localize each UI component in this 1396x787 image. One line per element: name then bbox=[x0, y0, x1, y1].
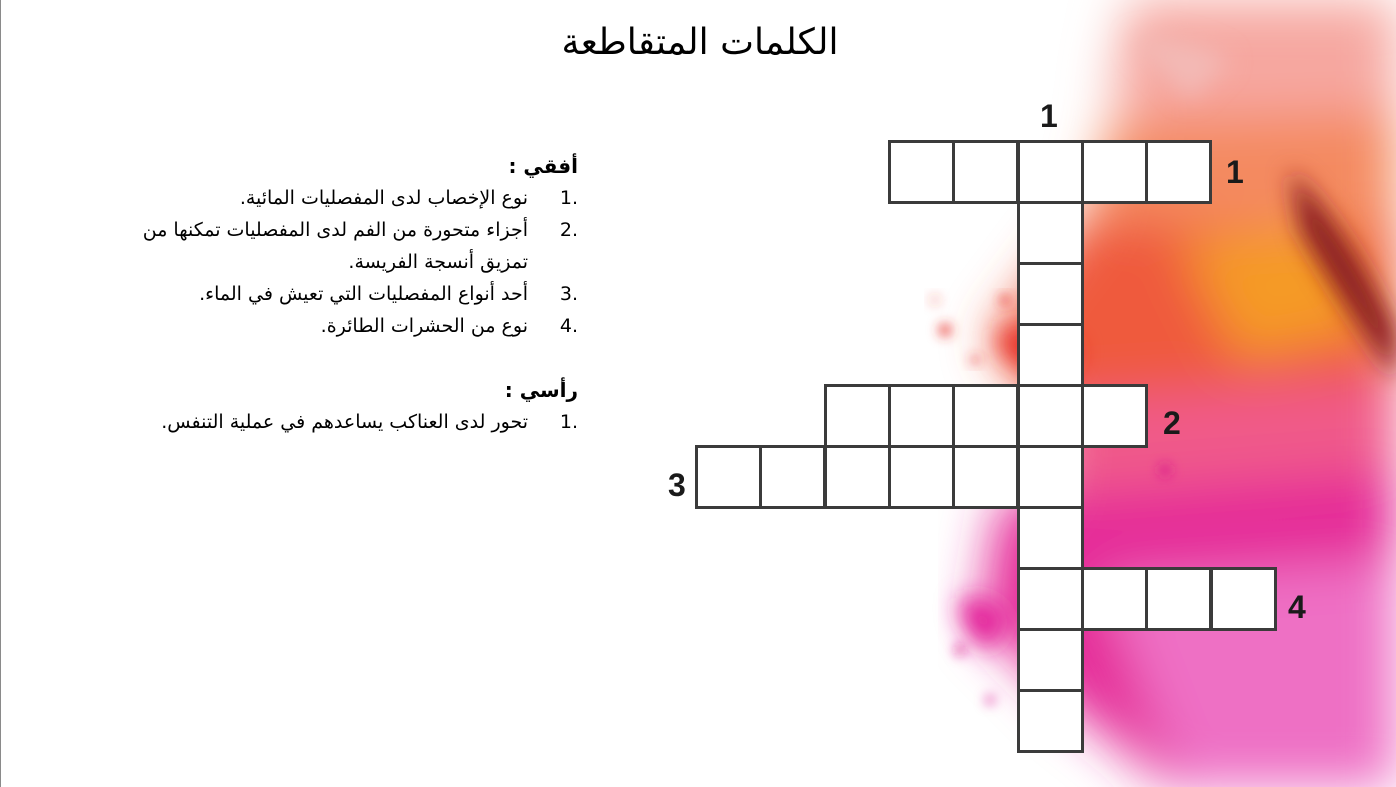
crossword-cell-r9-c6[interactable] bbox=[1017, 628, 1084, 692]
crossword-cell-r6-c3[interactable] bbox=[824, 445, 891, 509]
grid-number-across-4: 4 bbox=[1288, 589, 1306, 625]
across-heading: أفقي : bbox=[508, 154, 578, 178]
crossword-cell-r8-c8[interactable] bbox=[1145, 567, 1212, 631]
crossword-cell-r6-c6[interactable] bbox=[1017, 445, 1084, 509]
crossword-cell-r8-c7[interactable] bbox=[1081, 567, 1148, 631]
across-clue-list bbox=[98, 182, 578, 342]
crossword-cell-r5-c7[interactable] bbox=[1081, 384, 1148, 448]
crossword-cell-r1-c5[interactable] bbox=[952, 140, 1019, 204]
crossword-cell-r8-c6[interactable] bbox=[1017, 567, 1084, 631]
down-heading: رأسي : bbox=[504, 378, 578, 402]
crossword-cell-r4-c6[interactable] bbox=[1017, 323, 1084, 387]
down-clue-list bbox=[98, 406, 578, 438]
crossword-cell-r10-c6[interactable] bbox=[1017, 689, 1084, 753]
clue-number: 4. bbox=[559, 315, 578, 337]
crossword-cell-r1-c7[interactable] bbox=[1081, 140, 1148, 204]
clue-number: 1. bbox=[559, 187, 578, 209]
crossword-cell-r6-c2[interactable] bbox=[759, 445, 826, 509]
clue-text: نوع من الحشرات الطائرة. bbox=[320, 315, 528, 337]
clues-panel bbox=[98, 150, 578, 438]
crossword-cell-r2-c6[interactable] bbox=[1017, 201, 1084, 265]
crossword-cell-r6-c4[interactable] bbox=[888, 445, 955, 509]
crossword-cell-r5-c5[interactable] bbox=[952, 384, 1019, 448]
crossword-cell-r6-c5[interactable] bbox=[952, 445, 1019, 509]
crossword-cell-r8-c9[interactable] bbox=[1210, 567, 1277, 631]
crossword-cell-r3-c6[interactable] bbox=[1017, 262, 1084, 326]
grid-number-down-1: 1 bbox=[1040, 98, 1058, 134]
crossword-cell-r1-c8[interactable] bbox=[1145, 140, 1212, 204]
clue-number: 2. bbox=[559, 219, 578, 241]
crossword-cell-r6-c1[interactable] bbox=[695, 445, 762, 509]
page-title: الكلمات المتقاطعة bbox=[561, 22, 839, 63]
crossword-cell-r5-c6[interactable] bbox=[1017, 384, 1084, 448]
clue-text: نوع الإخصاب لدى المفصليات المائية. bbox=[239, 187, 528, 209]
crossword-cell-r1-c6[interactable] bbox=[1017, 140, 1084, 204]
clue-text: أحد أنواع المفصليات التي تعيش في الماء. bbox=[199, 283, 528, 305]
clue-text: تحور لدى العناكب يساعدهم في عملية التنفس. bbox=[161, 411, 528, 433]
crossword-cell-r5-c3[interactable] bbox=[824, 384, 891, 448]
across-clue-4 bbox=[98, 310, 578, 342]
crossword-cell-r7-c6[interactable] bbox=[1017, 506, 1084, 570]
across-clue-1 bbox=[98, 182, 578, 214]
clue-text: أجزاء متحورة من الفم لدى المفصليات تمكنها من تمزيق أنسجة الفريسة. bbox=[142, 219, 528, 273]
across-clue-3 bbox=[98, 278, 578, 310]
grid-number-across-3: 3 bbox=[668, 467, 686, 503]
down-clue-1 bbox=[98, 406, 578, 438]
crossword-cell-r5-c4[interactable] bbox=[888, 384, 955, 448]
clue-number: 1. bbox=[559, 411, 578, 433]
section-spacer bbox=[98, 342, 578, 374]
clue-number: 3. bbox=[559, 283, 578, 305]
grid-number-across-2: 2 bbox=[1163, 405, 1181, 441]
grid-number-across-1: 1 bbox=[1226, 154, 1244, 190]
across-clue-2 bbox=[98, 214, 578, 278]
crossword-cell-r1-c4[interactable] bbox=[888, 140, 955, 204]
